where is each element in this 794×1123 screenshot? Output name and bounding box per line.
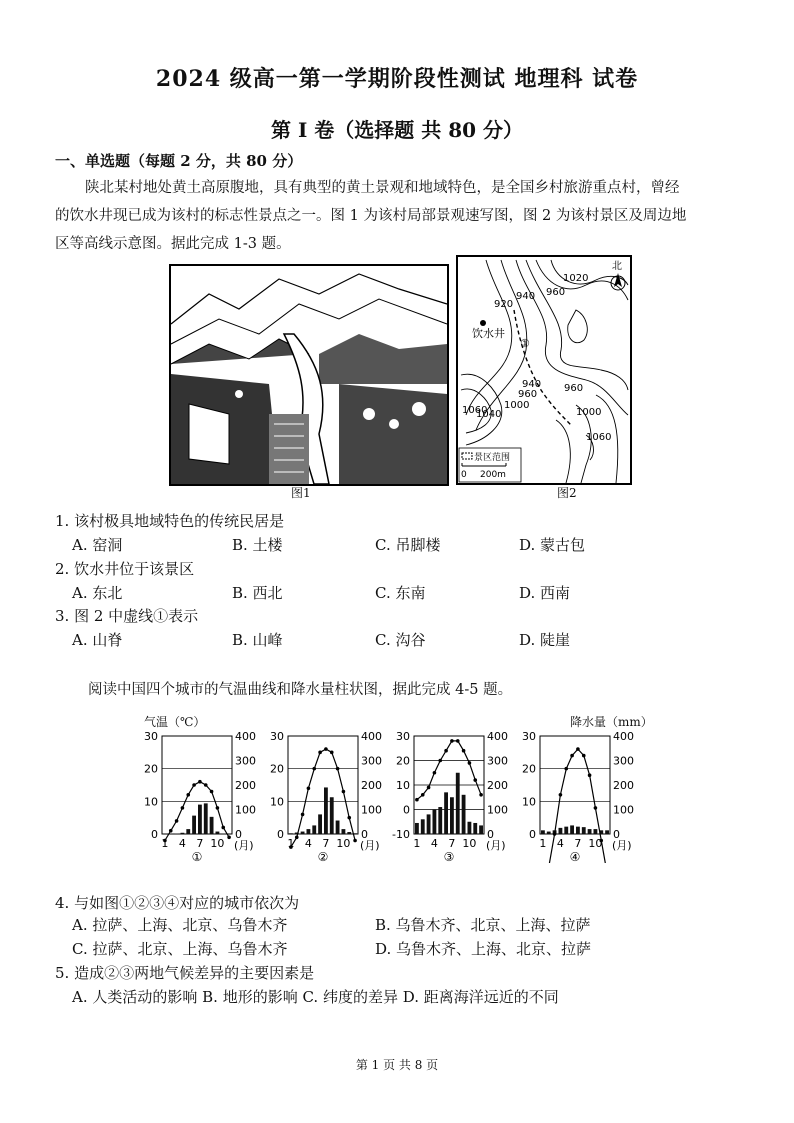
- precip-bar: [588, 829, 592, 834]
- precip-tick-label: 100: [361, 803, 382, 817]
- precip-bar: [547, 832, 551, 834]
- temp-tick-label: 20: [396, 754, 410, 768]
- temp-point: [227, 835, 231, 839]
- temp-tick-label: 10: [522, 795, 536, 809]
- precip-bar: [289, 833, 293, 834]
- month-unit-label: (月): [486, 839, 506, 852]
- month-tick-label: 10: [210, 837, 225, 850]
- temp-point: [479, 793, 483, 797]
- temp-point: [462, 749, 466, 753]
- chart-id-label: ④: [569, 850, 581, 863]
- temp-point: [336, 767, 340, 771]
- contour-label: 940: [522, 379, 542, 390]
- precip-bar: [541, 830, 545, 834]
- precip-bar: [564, 827, 568, 834]
- precip-bar: [456, 773, 460, 834]
- month-tick-label: 10: [588, 837, 603, 850]
- north-label: 北: [612, 261, 622, 272]
- question-stem: 4. 与如图①②③④对应的城市依次为: [55, 894, 300, 912]
- temp-curve: [291, 749, 355, 847]
- month-tick-label: 4: [556, 837, 564, 850]
- temp-point: [295, 835, 299, 839]
- temp-point: [427, 786, 431, 790]
- month-tick-label: 4: [178, 837, 186, 850]
- contour-label: 960: [564, 383, 584, 394]
- precip-tick-label: 400: [487, 730, 508, 743]
- month-tick-label: 4: [304, 837, 312, 850]
- figure1-caption: 图1: [291, 486, 311, 500]
- question-stem: 3. 图 2 中虚线①表示: [55, 607, 199, 625]
- temp-tick-label: 30: [144, 730, 158, 743]
- month-tick-label: 1: [539, 837, 547, 850]
- precip-tick-label: 100: [613, 803, 634, 817]
- precip-bar: [468, 822, 472, 834]
- precip-tick-label: 400: [235, 730, 256, 743]
- intro-line: 陕北某村地处黄土高原腹地，具有典型的黄土景观和地域特色，是全国乡村旅游重点村，曾经: [85, 180, 680, 196]
- month-tick-label: 1: [413, 837, 421, 850]
- contour-label: 1060: [586, 432, 612, 443]
- temp-point: [181, 806, 185, 810]
- month-tick-label: 1: [287, 837, 295, 850]
- precip-bar: [347, 832, 351, 834]
- precip-tick-label: 300: [613, 754, 634, 768]
- temp-tick-label: 10: [144, 795, 158, 809]
- precip-bar: [318, 814, 322, 834]
- option[interactable]: C. 沟谷: [375, 631, 426, 649]
- temp-point: [582, 754, 586, 758]
- figure2-contour-map: [456, 255, 632, 485]
- precip-tick-label: 100: [487, 803, 508, 817]
- option[interactable]: B. 土楼: [232, 536, 283, 554]
- temp-point: [468, 761, 472, 765]
- temp-tick-label: -10: [392, 828, 410, 841]
- option[interactable]: B. 山峰: [232, 631, 283, 649]
- precip-tick-label: 300: [487, 754, 508, 768]
- intro-line: 区等高线示意图。据此完成 1-3 题。: [55, 236, 291, 252]
- option[interactable]: D. 陡崖: [519, 631, 571, 649]
- temp-point: [204, 783, 208, 787]
- precip-tick-label: 0: [613, 828, 620, 841]
- question-stem: 1. 该村极具地域特色的传统民居是: [55, 512, 285, 530]
- precip-bar: [342, 829, 346, 834]
- temp-tick-label: 30: [270, 730, 284, 743]
- temp-point: [456, 739, 460, 743]
- temp-point: [342, 790, 346, 794]
- temp-point: [198, 780, 202, 784]
- line-marker: ①: [520, 337, 530, 350]
- option[interactable]: A. 拉萨、上海、北京、乌鲁木齐: [72, 916, 288, 934]
- precip-bar: [186, 829, 190, 834]
- chart-id-label: ②: [317, 850, 329, 863]
- scale-zero: 0: [461, 470, 467, 480]
- plot-frame: [162, 736, 232, 834]
- precip-bar: [204, 803, 208, 834]
- temp-point: [415, 798, 419, 802]
- temp-point: [473, 778, 477, 782]
- precip-tick-label: 300: [361, 754, 382, 768]
- temp-point: [312, 767, 316, 771]
- question-stem: 2. 饮水井位于该景区: [55, 560, 195, 578]
- temp-point: [347, 816, 351, 820]
- option[interactable]: D. 西南: [519, 584, 571, 602]
- precip-bar: [210, 817, 214, 834]
- temp-tick-label: 0: [403, 803, 410, 817]
- precip-bar: [307, 829, 311, 834]
- precip-bar: [570, 825, 574, 834]
- legend-label: 景区范围: [474, 453, 511, 463]
- chart-id-label: ③: [443, 850, 455, 863]
- precip-bar: [559, 828, 563, 834]
- intro-line: 的饮水井现已成为该村的标志性景点之一。图 1 为该村局部景观速写图，图 2 为该村景区及周边地: [55, 208, 687, 224]
- option[interactable]: C. 拉萨、北京、上海、乌鲁木齐: [72, 940, 288, 958]
- temp-point: [324, 747, 328, 751]
- temp-tick-label: 0: [529, 828, 536, 841]
- temp-point: [192, 783, 196, 787]
- temp-point: [564, 767, 568, 771]
- temp-tick-label: 10: [270, 795, 284, 809]
- option[interactable]: A. 窑洞: [72, 536, 123, 554]
- precip-tick-label: 0: [235, 828, 242, 841]
- contour-label: 1040: [476, 409, 502, 420]
- precip-tick-label: 0: [361, 828, 368, 841]
- section-subtitle: 第 I 卷（选择题 共 80 分）: [270, 118, 523, 142]
- temp-point: [450, 739, 454, 743]
- precip-bar: [582, 827, 586, 834]
- precip-bar: [181, 833, 185, 834]
- page-footer: 第 1 页 共 8 页: [355, 1058, 439, 1072]
- temp-point: [186, 793, 190, 797]
- option[interactable]: C. 吊脚楼: [375, 536, 441, 554]
- temp-point: [559, 793, 563, 797]
- precip-bar: [479, 825, 483, 834]
- precip-bar: [605, 830, 609, 834]
- temp-point: [169, 829, 173, 833]
- precip-tick-label: 200: [361, 779, 382, 792]
- temp-point: [421, 793, 425, 797]
- precip-bar: [324, 787, 328, 834]
- temp-tick-label: 0: [277, 828, 284, 841]
- precip-tick-label: 300: [235, 754, 256, 768]
- temp-tick-label: 10: [396, 779, 410, 792]
- temp-tick-label: 30: [522, 730, 536, 743]
- temp-tick-label: 20: [270, 762, 284, 776]
- temp-point: [553, 832, 557, 836]
- question-stem: 5. 造成②③两地气候差异的主要因素是: [55, 964, 315, 982]
- temp-point: [433, 771, 437, 775]
- option[interactable]: B. 乌鲁木齐、北京、上海、拉萨: [375, 916, 591, 934]
- intro-paragraph: [55, 174, 745, 258]
- temp-point: [301, 813, 305, 817]
- temp-point: [330, 751, 334, 755]
- precip-bar: [438, 807, 442, 834]
- section-heading: 一、单选题（每题 2 分，共 80 分）: [55, 152, 303, 170]
- chart-id-label: ①: [191, 850, 203, 863]
- precip-bar: [444, 792, 448, 834]
- precip-tick-label: 200: [235, 779, 256, 792]
- precip-tick-label: 400: [613, 730, 634, 743]
- temp-point: [444, 749, 448, 753]
- precip-tick-label: 100: [235, 803, 256, 817]
- figure1-sketch: [169, 264, 449, 486]
- precip-bar: [421, 819, 425, 834]
- scale-label: 200m: [480, 470, 506, 480]
- temp-point: [210, 790, 214, 794]
- precip-axis-title: 降水量（mm）: [570, 715, 653, 729]
- temp-tick-label: 20: [522, 762, 536, 776]
- page-title: 2024 级高一第一学期阶段性测试 地理科 试卷: [155, 66, 639, 92]
- precip-tick-label: 0: [487, 828, 494, 841]
- month-tick-label: 7: [196, 837, 204, 850]
- precip-bar: [336, 821, 340, 834]
- month-tick-label: 7: [448, 837, 456, 850]
- precip-bar: [433, 810, 437, 835]
- contour-label: 1000: [576, 407, 602, 418]
- temp-point: [318, 751, 322, 755]
- month-tick-label: 4: [430, 837, 438, 850]
- temp-point: [594, 806, 598, 810]
- month-tick-label: 10: [462, 837, 477, 850]
- month-unit-label: (月): [360, 839, 380, 852]
- climate-charts: [140, 728, 640, 863]
- temp-point: [353, 839, 357, 843]
- precip-bar: [576, 827, 580, 834]
- precip-bar: [216, 832, 220, 834]
- well-label: 饮水井: [472, 327, 505, 340]
- contour-label: 1020: [563, 273, 589, 284]
- option[interactable]: D. 乌鲁木齐、上海、北京、拉萨: [375, 940, 592, 958]
- temp-axis-title: 气温（℃）: [144, 715, 206, 729]
- precip-bar: [198, 805, 202, 834]
- figure2-caption: 图2: [557, 486, 577, 500]
- contour-label: 1060: [462, 405, 488, 416]
- temp-point: [216, 806, 220, 810]
- option[interactable]: C. 东南: [375, 584, 426, 602]
- temp-tick-label: 30: [396, 730, 410, 743]
- temp-point: [307, 786, 311, 790]
- precip-tick-label: 400: [361, 730, 382, 743]
- contour-label: 1000: [504, 400, 530, 411]
- month-unit-label: (月): [612, 839, 632, 852]
- precip-bar: [312, 825, 316, 834]
- precip-bar: [192, 816, 196, 834]
- month-unit-label: (月): [234, 839, 254, 852]
- precip-bar: [450, 797, 454, 834]
- option[interactable]: D. 蒙古包: [519, 536, 586, 554]
- precip-bar: [594, 829, 598, 834]
- contour-label: 960: [546, 287, 566, 298]
- option[interactable]: A. 山脊: [72, 631, 123, 649]
- precip-bar: [330, 797, 334, 834]
- precip-bar: [462, 795, 466, 834]
- contour-label: 940: [516, 291, 536, 302]
- temp-curve: [165, 782, 229, 841]
- month-tick-label: 10: [336, 837, 351, 850]
- precip-bar: [473, 823, 477, 834]
- month-tick-label: 7: [322, 837, 330, 850]
- temp-tick-label: 20: [144, 762, 158, 776]
- precip-tick-label: 200: [613, 779, 634, 792]
- temp-point: [438, 759, 442, 763]
- month-tick-label: 1: [161, 837, 169, 850]
- precip-bar: [427, 814, 431, 834]
- temp-tick-label: 0: [151, 828, 158, 841]
- precip-tick-label: 200: [487, 779, 508, 792]
- month-tick-label: 7: [574, 837, 582, 850]
- temp-point: [570, 754, 574, 758]
- precip-bar: [301, 832, 305, 834]
- plot-frame: [540, 736, 610, 834]
- precip-bar: [415, 823, 419, 834]
- options-line[interactable]: A. 人类活动的影响 B. 地形的影响 C. 纬度的差异 D. 距离海洋远近的不同: [72, 988, 559, 1006]
- contour-label: 920: [494, 299, 514, 310]
- temp-point: [588, 773, 592, 777]
- temp-point: [221, 826, 225, 830]
- option[interactable]: B. 西北: [232, 584, 283, 602]
- option[interactable]: A. 东北: [72, 584, 123, 602]
- temp-point: [576, 747, 580, 751]
- temp-curve: [417, 741, 481, 800]
- contour-label: 960: [518, 389, 538, 400]
- temp-point: [175, 819, 179, 823]
- intro2-paragraph: 阅读中国四个城市的气温曲线和降水量柱状图，据此完成 4-5 题。: [88, 682, 513, 698]
